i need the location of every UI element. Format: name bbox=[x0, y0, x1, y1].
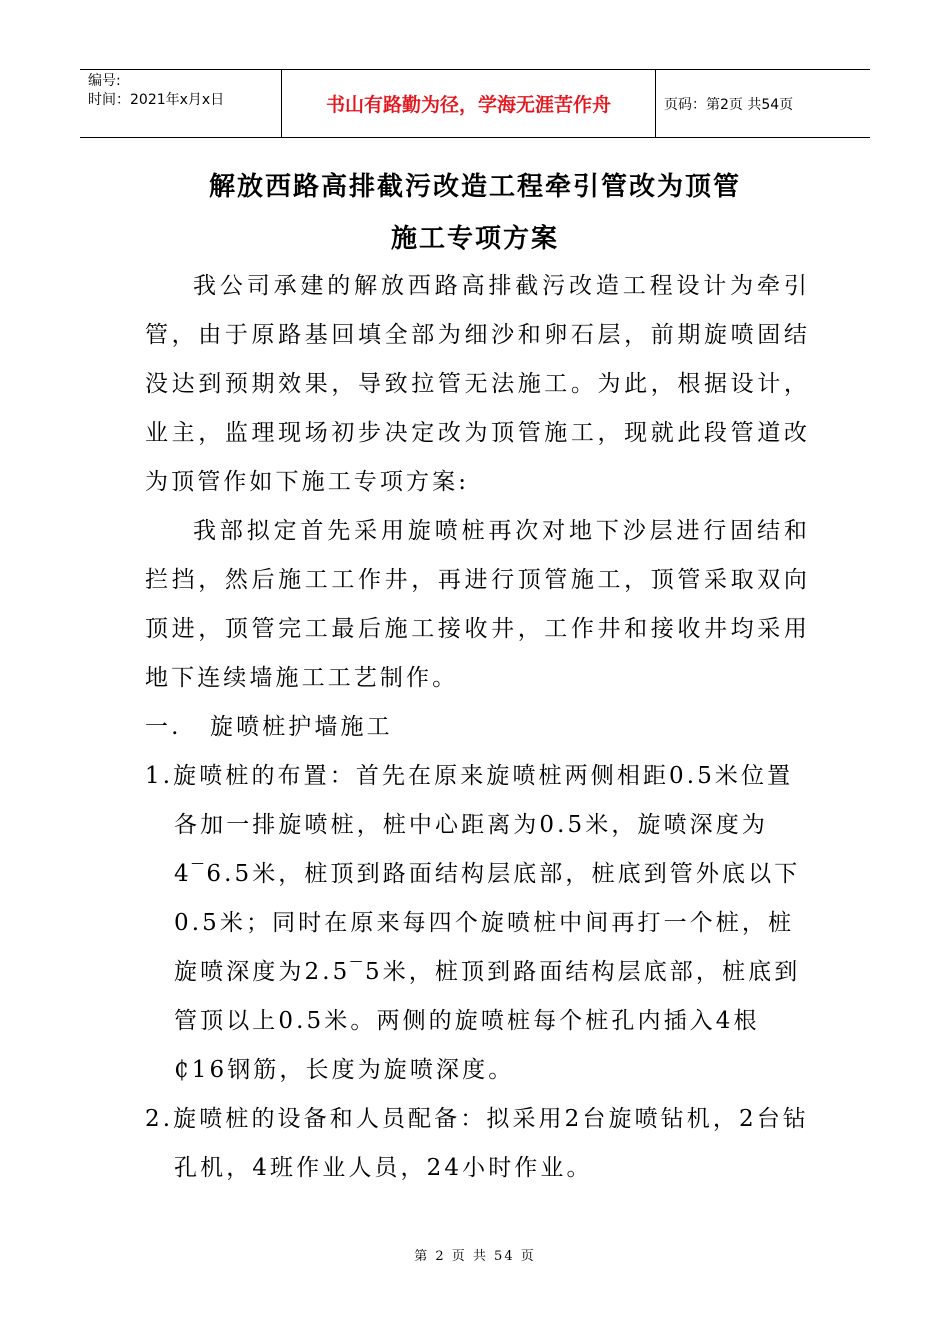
page-info: 页码：第2页 共54页 bbox=[664, 96, 794, 113]
document-body bbox=[145, 262, 810, 1193]
document-title-line2: 施工专项方案 bbox=[390, 224, 559, 254]
header-meta bbox=[80, 70, 281, 137]
list-item: 1.旋喷桩的布置：首先在原来旋喷桩两侧相距0.5米位置各加一排旋喷桩，桩中心距离为0.5米，旋喷深度为4‾6.5米，桩顶到路面结构层底部，桩底到管外底以下0.5米；同时在原来每四个旋喷桩中间再打一个桩，桩旋喷深度为2.5‾5米，桩顶到路面结构层底部，桩底到管顶以上0.5米。两侧的旋喷桩每个桩孔内插入4根₵16钢筋，长度为旋喷深度。 bbox=[145, 763, 801, 1083]
header-table bbox=[80, 69, 870, 138]
time-label: 时间：2021年x月x日 bbox=[88, 92, 225, 108]
document-title-line1: 解放西路高排截污改造工程牵引管改为顶管 bbox=[208, 172, 741, 202]
list-item: 2.旋喷桩的设备和人员配备：拟采用2台旋喷钻机，2台钻孔机，4班作业人员，24小时作业。 bbox=[145, 1106, 809, 1181]
section-title: 旋喷桩护墙施工 bbox=[210, 714, 393, 740]
header-motto-cell bbox=[281, 70, 656, 137]
number-label: 编号: bbox=[88, 73, 121, 89]
motto: 书山有路勤为径，学海无涯苦作舟 bbox=[325, 94, 611, 116]
page-footer: 第 2 页 共 54 页 bbox=[414, 1249, 536, 1264]
paragraph-plan: 我部拟定首先采用旋喷桩再次对地下沙层进行固结和拦挡，然后施工工作井，再进行顶管施工，顶管采取双向顶进，顶管完工最后施工接收井，工作井和接收井均采用地下连续墙施工工艺制作。 bbox=[145, 518, 810, 691]
paragraph-intro: 我公司承建的解放西路高排截污改造工程设计为牵引管，由于原路基回填全部为细沙和卵石层，前期旋喷固结没达到预期效果，导致拉管无法施工。为此，根据设计，业主，监理现场初步决定改为顶管施工，现就此段管道改为顶管作如下施工专项方案: bbox=[145, 273, 810, 495]
section-heading bbox=[145, 703, 810, 752]
section-number: 一. bbox=[145, 714, 182, 740]
header-page-cell bbox=[656, 70, 870, 137]
